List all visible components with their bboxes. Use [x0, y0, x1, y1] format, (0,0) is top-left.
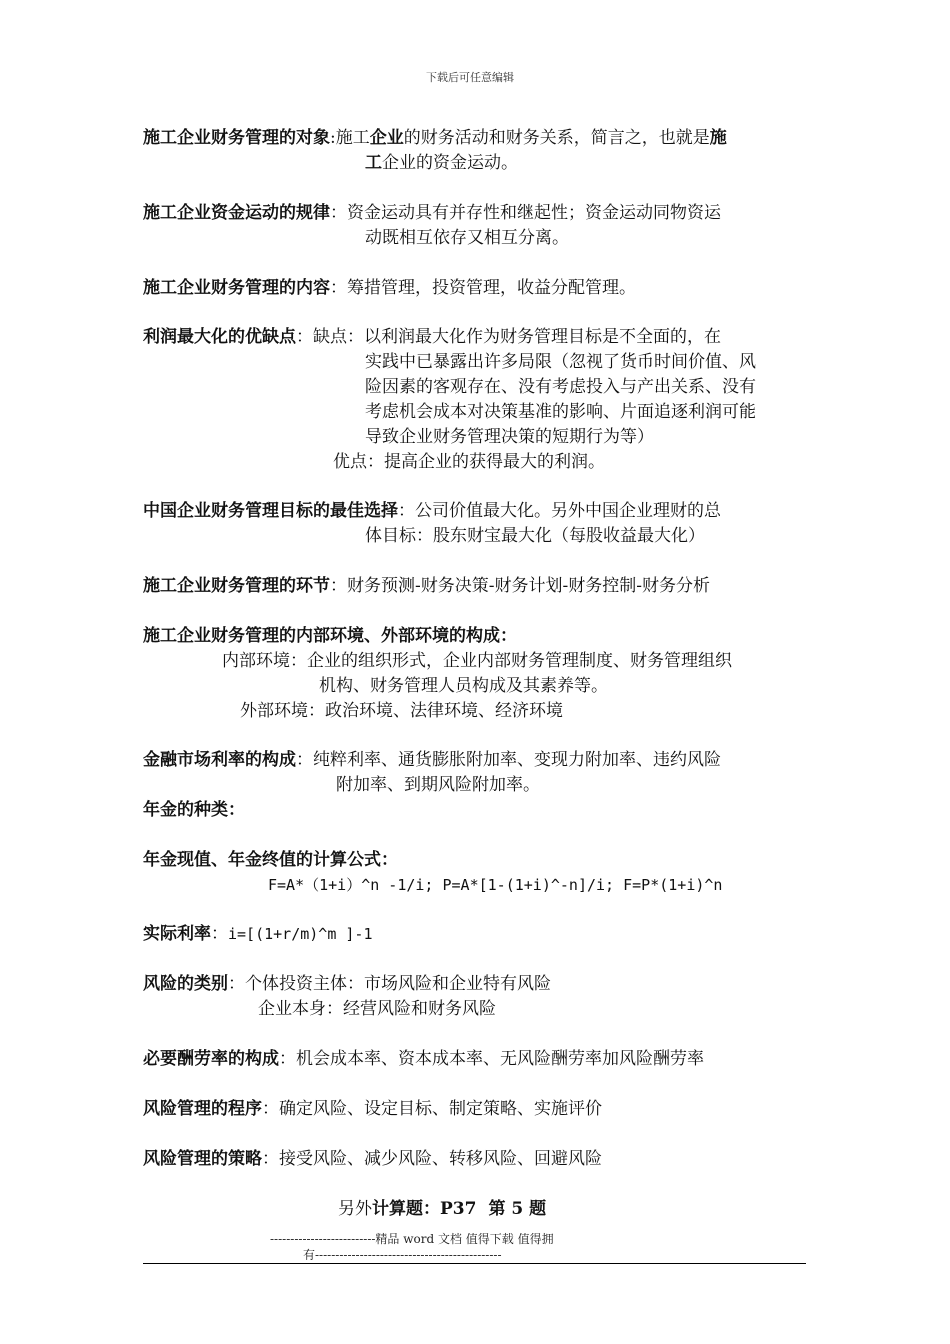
steps-line [143, 574, 710, 599]
profit-line-4: 考虑机会成本对决策基准的影响、片面追逐利润可能 [365, 402, 756, 422]
goal-heading: 中国企业财务管理目标的最佳选择 [143, 501, 398, 521]
extra-text-d: 第 5 题 [488, 1199, 547, 1219]
footer-line-1: --------------------------精品 word 文档 值得下载 值得拥 [270, 1232, 554, 1246]
rate-text-1: 纯粹利率、通货膨胀附加率、变现力附加率、违约风险 [313, 750, 721, 770]
annuity-formula: F=A*（1+i）^n -1/i; P=A*[1-(1+i)^-n]/i; F=P*(1+i)^n [268, 876, 723, 894]
real-rate-sep: ： [211, 924, 228, 944]
risk-strategy-body: 接受风险、减少风险、转移风险、回避风险 [279, 1149, 602, 1169]
env-external-line [240, 699, 563, 724]
goal-sep: ： [398, 501, 415, 521]
footer-line-2: 有---------------------------------------------- [303, 1248, 502, 1262]
law-text-1: 资金运动具有并存性和继起性；资金运动同物资运 [347, 203, 721, 223]
required-return-heading: 必要酬劳率的构成 [143, 1049, 279, 1069]
object-sep: : [330, 128, 336, 148]
risk-procedure-heading: 风险管理的程序 [143, 1099, 262, 1119]
env-external-body: 政治环境、法律环境、经济环境 [325, 701, 563, 721]
object-line-2 [365, 151, 518, 176]
steps-sep: ： [330, 576, 347, 596]
object-text-b: 企业 [369, 128, 404, 148]
law-line-1 [143, 201, 721, 226]
risk-strategy-sep: ： [262, 1149, 279, 1169]
law-line-2: 动既相互依存又相互分离。 [365, 228, 569, 248]
required-return-line [143, 1047, 704, 1072]
object-text-f: 企业的资金运动。 [382, 153, 518, 173]
real-rate-line [143, 922, 373, 947]
content-line [143, 276, 636, 301]
rate-line-1 [143, 748, 721, 773]
real-rate-heading: 实际利率 [143, 924, 211, 944]
risk-types-sep: ： [228, 974, 245, 994]
extra-text-b: 计算题： [372, 1199, 440, 1219]
profit-text-1: 缺点：以利润最大化作为财务管理目标是不全面的，在 [313, 327, 721, 347]
object-text-c: 的财务活动和财务关系，简言之，也就是 [403, 128, 710, 148]
env-internal-text-1: 企业的组织形式，企业内部财务管理制度、财务管理组织 [307, 651, 732, 671]
content-heading: 施工企业财务管理的内容 [143, 278, 330, 298]
goal-line-1 [143, 499, 721, 524]
steps-body: 财务预测-财务决策-财务计划-财务控制-财务分析 [347, 576, 710, 596]
profit-line-3: 险因素的客观存在、没有考虑投入与产出关系、没有 [365, 377, 756, 397]
risk-types-text-1: 个体投资主体：市场风险和企业特有风险 [245, 974, 551, 994]
extra-text-c: P37 [440, 1199, 477, 1219]
env-internal-label: 内部环境： [222, 651, 307, 671]
content-sep: ： [330, 278, 347, 298]
risk-types-line-1 [143, 972, 551, 997]
risk-procedure-sep: ： [262, 1099, 279, 1119]
annuity-types-heading: 年金的种类： [143, 800, 245, 820]
risk-types-heading: 风险的类别 [143, 974, 228, 994]
extra-text-a: 另外 [338, 1199, 372, 1219]
footer-rule [143, 1263, 806, 1264]
goal-line-2: 体目标：股东财宝最大化（每股收益最大化） [365, 526, 705, 546]
profit-line-5: 导致企业财务管理决策的短期行为等） [365, 427, 654, 447]
goal-text-1: 公司价值最大化。另外中国企业理财的总 [415, 501, 721, 521]
profit-sep: ： [296, 327, 313, 347]
rate-line-2: 附加率、到期风险附加率。 [336, 775, 540, 795]
profit-line-1 [143, 325, 721, 350]
risk-procedure-line [143, 1097, 602, 1122]
profit-heading: 利润最大化的优缺点 [143, 327, 296, 347]
annuity-formula-heading: 年金现值、年金终值的计算公式： [143, 850, 398, 870]
object-text-e: 工 [365, 153, 382, 173]
rate-heading: 金融市场利率的构成 [143, 750, 296, 770]
content-body: 筹措管理，投资管理，收益分配管理。 [347, 278, 636, 298]
steps-heading: 施工企业财务管理的环节 [143, 576, 330, 596]
env-internal-line-1 [222, 649, 732, 674]
profit-line-2: 实践中已暴露出许多局限（忽视了货币时间价值、风 [365, 352, 756, 372]
page-header: 下载后可任意编辑 [426, 71, 514, 84]
profit-line-6: 优点：提高企业的获得最大的利润。 [333, 452, 605, 472]
risk-types-line-2: 企业本身：经营风险和财务风险 [258, 999, 496, 1019]
rate-sep: ： [296, 750, 313, 770]
env-heading: 施工企业财务管理的内部环境、外部环境的构成： [143, 626, 517, 646]
extra-exercise-line [338, 1197, 546, 1222]
law-heading: 施工企业资金运动的规律 [143, 203, 330, 223]
object-line-1 [143, 126, 727, 151]
real-rate-formula: i=[(1+r/m)^m ]-1 [228, 925, 373, 943]
risk-strategy-line [143, 1147, 602, 1172]
object-heading: 施工企业财务管理的对象 [143, 128, 330, 148]
object-text-a: 施工 [335, 128, 370, 148]
risk-procedure-body: 确定风险、设定目标、制定策略、实施评价 [279, 1099, 602, 1119]
env-internal-line-2: 机构、财务管理人员构成及其素养等。 [319, 676, 608, 696]
required-return-body: 机会成本率、资本成本率、无风险酬劳率加风险酬劳率 [296, 1049, 704, 1069]
law-sep: ： [330, 203, 347, 223]
required-return-sep: ： [279, 1049, 296, 1069]
risk-strategy-heading: 风险管理的策略 [143, 1149, 262, 1169]
object-text-d: 施 [709, 128, 727, 148]
env-external-label: 外部环境： [240, 701, 325, 721]
